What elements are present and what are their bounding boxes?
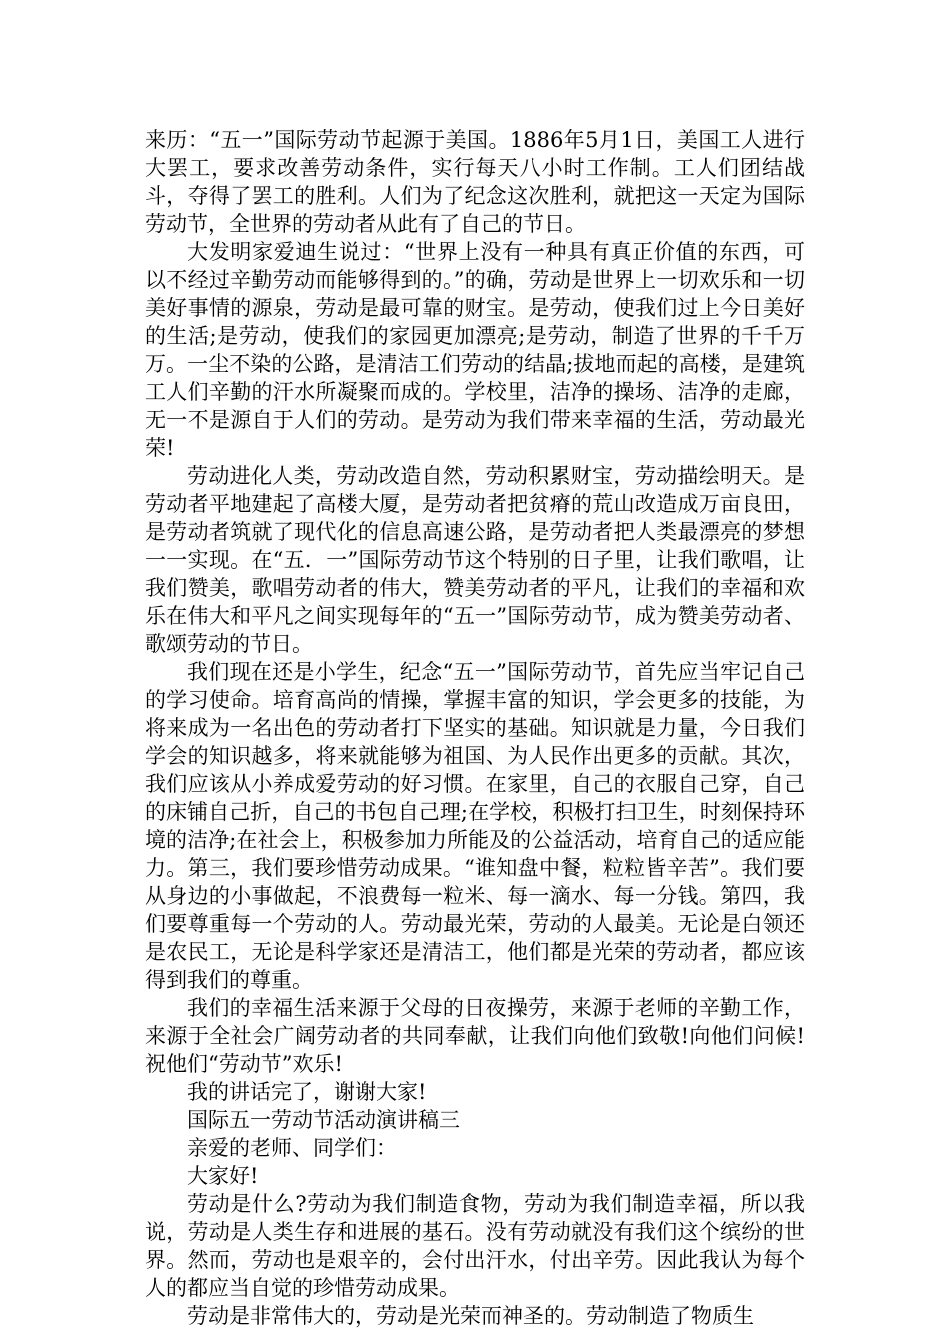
paragraph-student-duty: 我们现在还是小学生，纪念“五一”国际劳动节，首先应当牢记自己的学习使命。培育高尚的情操，掌握丰富的知识，学会更多的技能，为将来成为一名出色的劳动者打下坚实的基础。知识就是力量，今日我们学会的知识越多，将来就能够为祖国、为人民作出更多的贡献。其次，我们应该从小养成爱劳动的好习惯。在家里，自己的衣服自己穿，自己的床铺自己折，自己的书包自己理;在学校，积极打扫卫生，时刻保持环境的洁净;在社会上，积极参加力所能及的公益活动，培育自己的适应能力。第三，我们要珍惜劳动成果。“谁知盘中餐，粒粒皆辛苦”。我们要从身边的小事做起，不浪费每一粒米、每一滴水、每一分钱。第四，我们要尊重每一个劳动的人。劳动最光荣，劳动的人最美。无论是白领还是农民工，无论是科学家还是清洁工，他们都是光荣的劳动者，都应该得到我们的尊重。 <box>145 660 805 992</box>
paragraph-labor-is-great: 劳动是非常伟大的，劳动是光荣而神圣的。劳动制造了物质生 <box>187 1304 754 1328</box>
paragraph-labor-evolution: 劳动进化人类，劳动改造自然，劳动积累财宝，劳动描绘明天。是劳动者平地建起了高楼大厦，是劳动者把贫瘠的荒山改造成万亩良田，是劳动者筑就了现代化的信息高速公路，是劳动者把人类最漂亮的梦想一一实现。在“五．一”国际劳动节这个特别的日子里，让我们歌唱，让我们赞美，歌唱劳动者的伟大，赞美劳动者的平凡，让我们的幸福和欢乐在伟大和平凡之间实现每年的“五一”国际劳动节，成为赞美劳动者、歌颂劳动的节日。 <box>145 464 805 656</box>
paragraph-gratitude: 我们的幸福生活来源于父母的日夜操劳，来源于老师的辛勤工作，来源于全社会广阔劳动者的共同奉献，让我们向他们致敬!向他们问候!祝他们“劳动节”欢乐! <box>145 996 805 1076</box>
paragraph-what-is-labor: 劳动是什么?劳动为我们制造食物，劳动为我们制造幸福，所以我说，劳动是人类生存和进展的基石。没有劳动就没有我们这个缤纷的世界。然而，劳动也是艰辛的，会付出汗水，付出辛劳。因此我认为每个人的都应当自觉的珍惜劳动成果。 <box>145 1192 805 1300</box>
speech-three-greeting: 大家好! <box>187 1164 259 1188</box>
paragraph-closing: 我的讲话完了，谢谢大家! <box>187 1080 427 1104</box>
speech-three-salutation: 亲爱的老师、同学们： <box>187 1136 397 1160</box>
speech-three-title: 国际五一劳动节活动演讲稿三 <box>187 1108 460 1132</box>
document-body <box>145 126 805 1330</box>
paragraph-origin: 来历：“五一”国际劳动节起源于美国。1886年5月1日，美国工人进行大罢工，要求改善劳动条件，实行每天八小时工作制。工人们团结战斗，夺得了罢工的胜利。人们为了纪念这次胜利，就把这一天定为国际劳动节，全世界的劳动者从此有了自己的节日。 <box>145 128 805 236</box>
paragraph-edison-quote: 大发明家爱迪生说过：“世界上没有一种具有真正价值的东西，可以不经过辛勤劳动而能够得到的。”的确，劳动是世界上一切欢乐和一切美好事情的源泉，劳动是最可靠的财宝。是劳动，使我们过上今日美好的生活;是劳动，使我们的家园更加漂亮;是劳动，制造了世界的千千万万。一尘不染的公路，是清洁工们劳动的结晶;拔地而起的高楼，是建筑工人们辛勤的汗水所凝聚而成的。学校里，洁净的操场、洁净的走廊，无一不是源自于人们的劳动。是劳动为我们带来幸福的生活，劳动最光荣! <box>145 240 805 460</box>
